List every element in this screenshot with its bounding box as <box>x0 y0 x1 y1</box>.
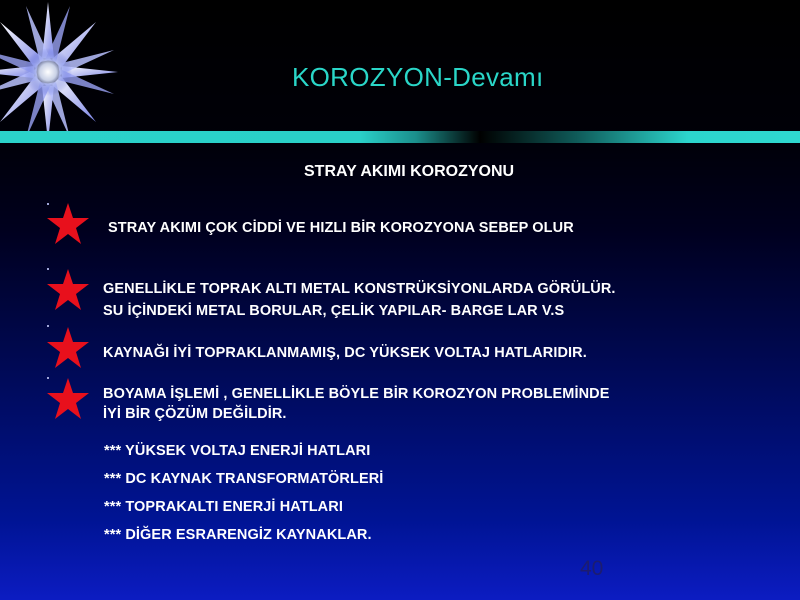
starburst-icon <box>0 0 120 150</box>
red-star-icon <box>46 326 90 370</box>
section-subtitle: STRAY AKIMI KOROZYONU <box>304 163 515 180</box>
source-item: *** DİĞER ESRARENGİZ KAYNAKLAR. <box>104 527 372 543</box>
red-star-icon <box>46 377 90 421</box>
bullet-text: GENELLİKLE TOPRAK ALTI METAL KONSTRÜKSİYONLARDA GÖRÜLÜR. <box>103 281 616 297</box>
source-item: *** YÜKSEK VOLTAJ ENERJİ HATLARI <box>104 443 371 459</box>
title-divider <box>0 131 800 143</box>
source-item: *** TOPRAKALTI ENERJİ HATLARI <box>104 499 343 515</box>
bullet-text: BOYAMA İŞLEMİ , GENELLİKLE BÖYLE BİR KOROZYON PROBLEMİNDE <box>103 386 610 402</box>
red-star-icon <box>46 202 90 246</box>
page-number: 40 <box>580 557 604 580</box>
bullet-text: İYİ BİR ÇÖZÜM DEĞİLDİR. <box>103 406 287 422</box>
bullet-text: KAYNAĞI İYİ TOPRAKLANMAMIŞ, DC YÜKSEK VOLTAJ HATLARIDIR. <box>103 345 587 361</box>
bullet-text: STRAY AKIMI ÇOK CİDDİ VE HIZLI BİR KOROZYONA SEBEP OLUR <box>108 220 574 236</box>
bullet-text: SU İÇİNDEKİ METAL BORULAR, ÇELİK YAPILAR- BARGE LAR V.S <box>103 303 565 319</box>
source-item: *** DC KAYNAK TRANSFORMATÖRLERİ <box>104 471 384 487</box>
red-star-icon <box>46 268 90 312</box>
slide-title: KOROZYON-Devamı <box>292 62 544 92</box>
